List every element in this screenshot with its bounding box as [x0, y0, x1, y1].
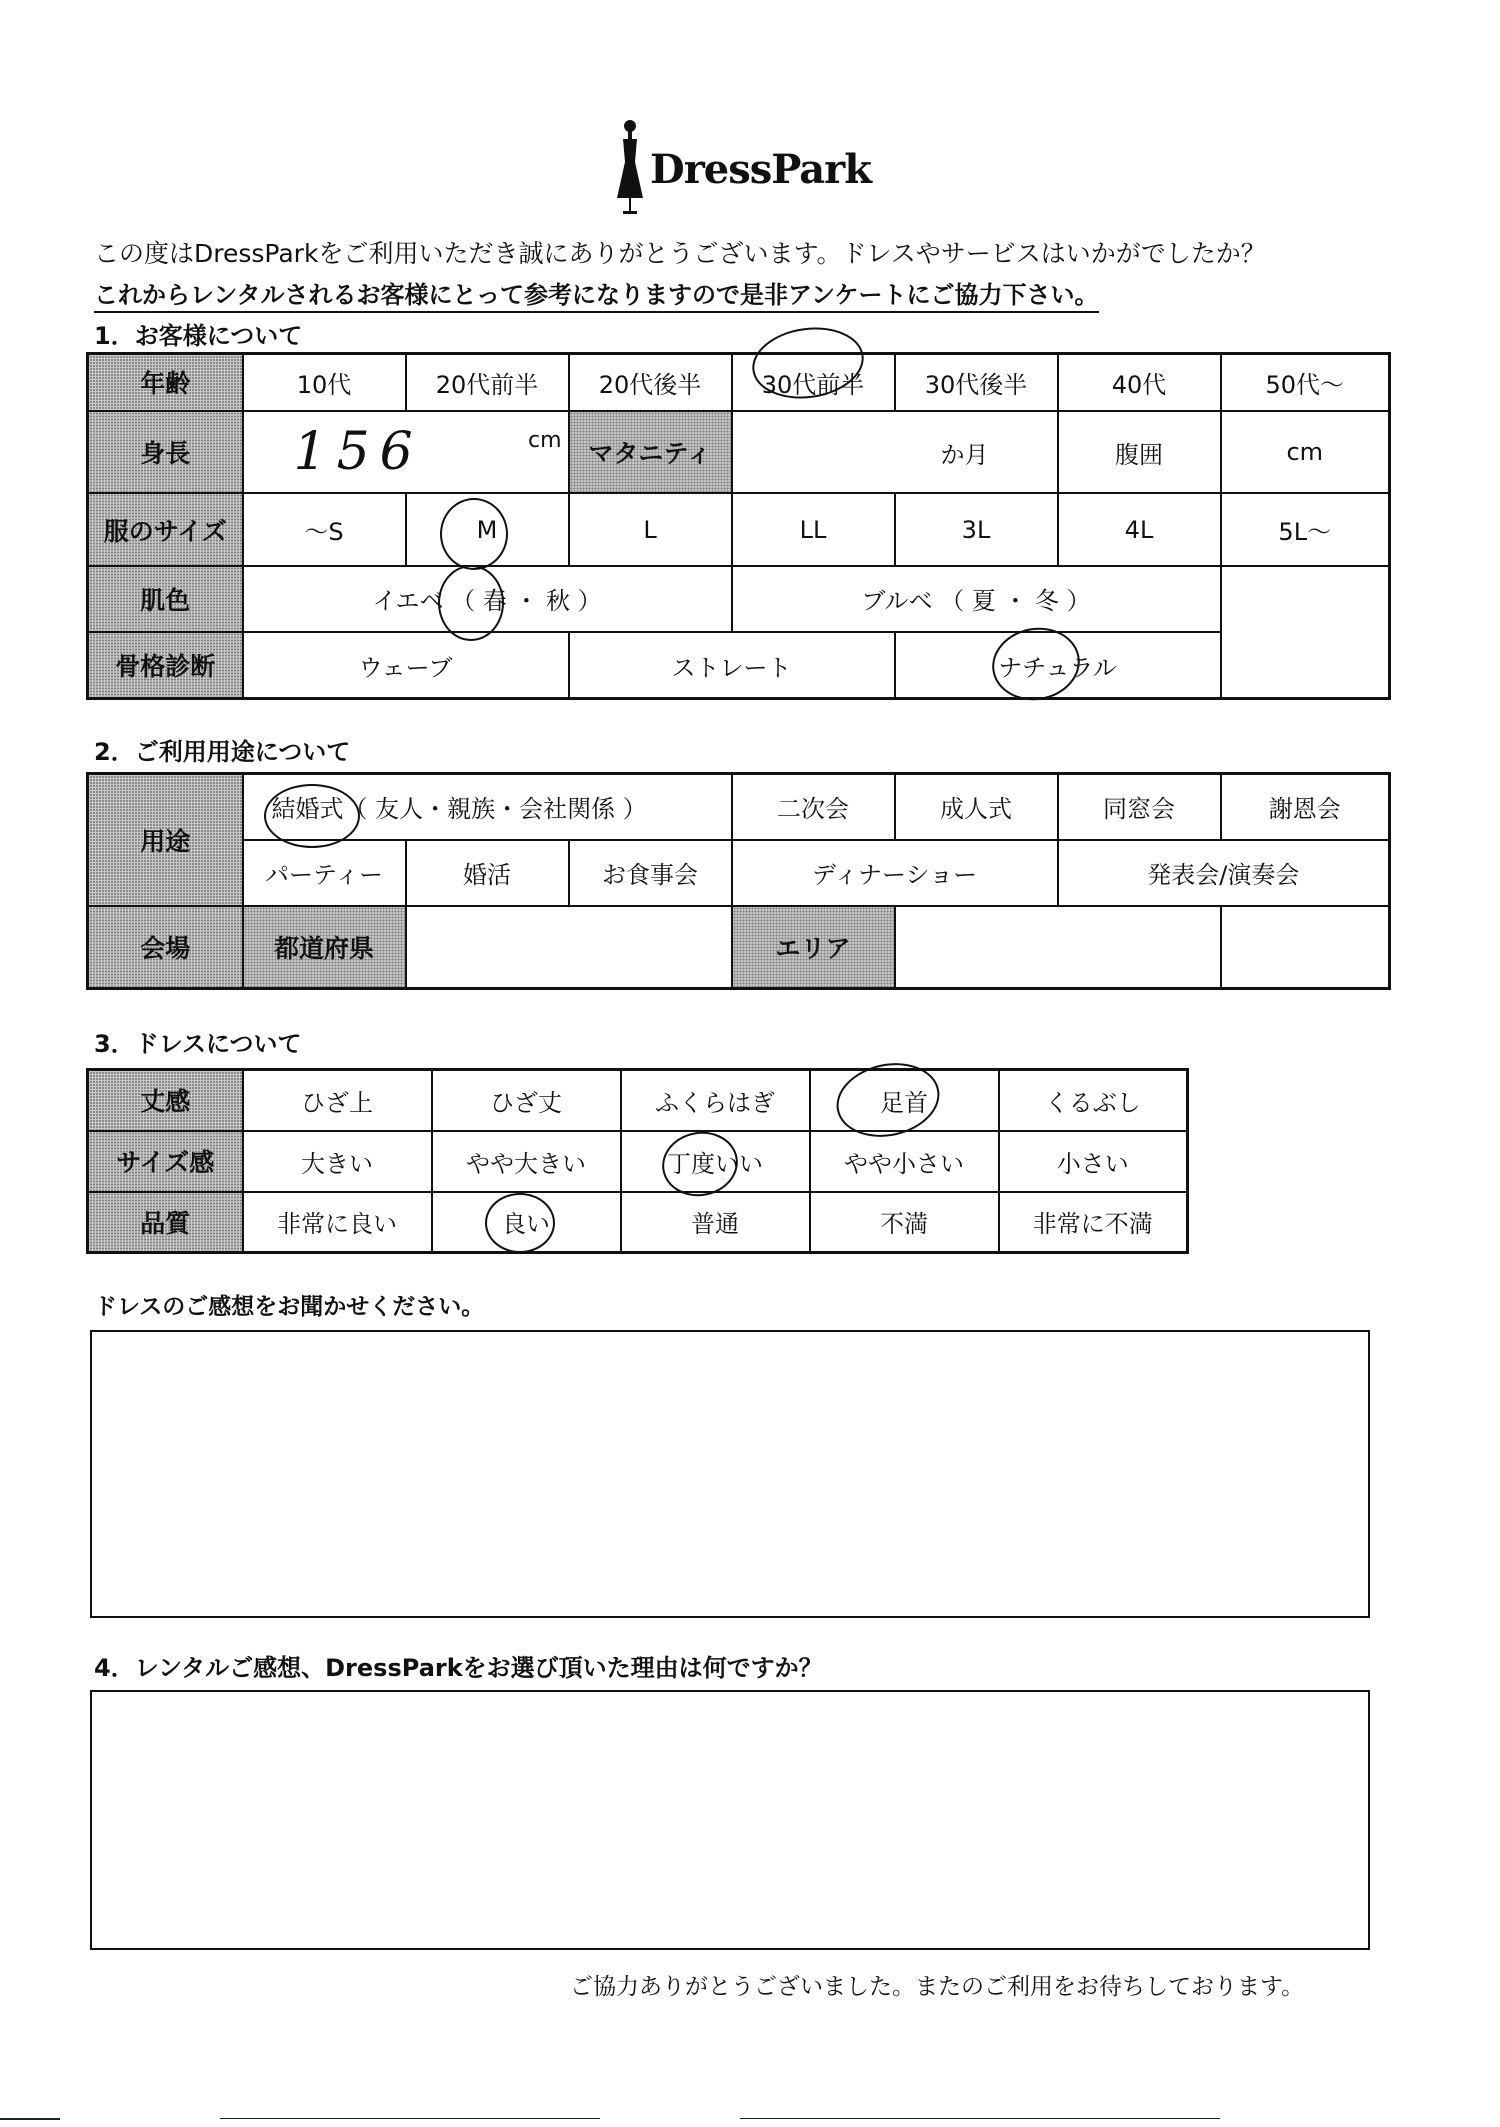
waist-unit: cm — [1286, 438, 1324, 467]
prefecture-field[interactable] — [406, 906, 732, 988]
height-label: 身長 — [88, 411, 243, 493]
size-option[interactable]: 4L — [1058, 493, 1221, 565]
height-unit: cm — [527, 428, 562, 454]
maternity-unit: か月 — [940, 440, 989, 469]
intro-request: これからレンタルされるお客様にとって参考になりますので是非アンケートにご協力下さい。 — [94, 275, 1099, 313]
area-label: エリア — [732, 906, 895, 988]
scan-artifact — [0, 2118, 60, 2120]
section4-title: 4．レンタルご感想、DressParkをお選び頂いた理由は何ですか？ — [94, 1654, 823, 1682]
age-option[interactable]: 20代前半 — [406, 354, 569, 411]
customer-table — [86, 352, 1391, 700]
area-field[interactable] — [895, 906, 1221, 988]
skin-option-blue[interactable]: ブルベ （ 夏 ・ 冬 ） — [732, 566, 1221, 632]
scan-artifact — [220, 2118, 600, 2119]
usage-option[interactable]: 二次会 — [732, 774, 895, 840]
fit-row — [88, 1131, 1188, 1192]
prefecture-label: 都道府県 — [243, 906, 406, 988]
body-type-option[interactable]: ストレート — [569, 632, 895, 698]
usage-option[interactable]: 婚活 — [406, 840, 569, 906]
body-type-option-selected[interactable]: ナチュラル — [895, 632, 1221, 698]
size-row — [88, 493, 1390, 565]
age-option[interactable]: 50代～ — [1221, 354, 1390, 411]
maternity-field[interactable] — [732, 411, 1058, 493]
length-label: 丈感 — [88, 1070, 243, 1131]
scan-artifact — [740, 2118, 1220, 2119]
section3-title: 3．ドレスについて — [94, 1030, 302, 1058]
usage-row-2 — [88, 840, 1390, 906]
size-label: 服のサイズ — [88, 493, 243, 565]
height-value: 156 — [293, 422, 423, 483]
usage-row-1 — [88, 774, 1390, 840]
usage-option[interactable]: パーティー — [243, 840, 406, 906]
usage-option[interactable]: 謝恩会 — [1221, 774, 1390, 840]
venue-row — [88, 906, 1390, 988]
section2-title: 2．ご利用用途について — [94, 738, 351, 766]
dress-comment-prompt: ドレスのご感想をお聞かせください。 — [94, 1294, 485, 1320]
size-option[interactable]: 5L～ — [1221, 493, 1390, 565]
quality-label: 品質 — [88, 1192, 243, 1253]
height-row — [88, 411, 1390, 493]
skin-row — [88, 566, 1390, 632]
length-option-selected[interactable]: 足首 — [810, 1070, 999, 1131]
usage-option[interactable]: ディナーショー — [732, 840, 1058, 906]
fit-option[interactable]: やや小さい — [810, 1131, 999, 1192]
quality-option[interactable]: 普通 — [621, 1192, 810, 1253]
height-field[interactable] — [243, 411, 569, 493]
size-option-selected[interactable]: M — [406, 493, 569, 565]
rental-comment-box[interactable] — [90, 1690, 1370, 1950]
length-option[interactable]: ふくらはぎ — [621, 1070, 810, 1131]
closing-message: ご協力ありがとうございました。またのご利用をお待ちしております。 — [570, 1974, 1305, 2000]
intro-text: この度はDressParkをご利用いただき誠にありがとうございます。ドレスやサービスはいかがでしたか？ — [94, 239, 1266, 268]
usage-option[interactable]: 成人式 — [895, 774, 1058, 840]
quality-row — [88, 1192, 1188, 1253]
skin-label: 肌色 — [88, 566, 243, 632]
size-option[interactable]: 3L — [895, 493, 1058, 565]
venue-label: 会場 — [88, 906, 243, 988]
fit-option[interactable]: 小さい — [999, 1131, 1188, 1192]
usage-option[interactable]: 発表会/演奏会 — [1058, 840, 1390, 906]
age-option[interactable]: 20代後半 — [569, 354, 732, 411]
length-row — [88, 1070, 1188, 1131]
dress-silhouette-icon — [615, 118, 645, 218]
maternity-label: マタニティ — [569, 411, 732, 493]
fit-label: サイズ感 — [88, 1131, 243, 1192]
usage-option-wedding[interactable]: 結婚式（ 友人・親族・会社関係 ） — [243, 774, 732, 840]
length-option[interactable]: くるぶし — [999, 1070, 1188, 1131]
skin-option-yellow[interactable]: イエベ （ 春 ・ 秋 ） — [243, 566, 732, 632]
size-option[interactable]: ～S — [243, 493, 406, 565]
size-option[interactable]: LL — [732, 493, 895, 565]
usage-table — [86, 772, 1391, 990]
age-option[interactable]: 40代 — [1058, 354, 1221, 411]
dress-table — [86, 1068, 1189, 1254]
quality-option-selected[interactable]: 良い — [432, 1192, 621, 1253]
usage-option[interactable]: お食事会 — [569, 840, 732, 906]
length-option[interactable]: ひざ上 — [243, 1070, 432, 1131]
quality-option[interactable]: 不満 — [810, 1192, 999, 1253]
brand-name: DressPark — [650, 146, 871, 193]
length-option[interactable]: ひざ丈 — [432, 1070, 621, 1131]
fit-option-selected[interactable]: 丁度いい — [621, 1131, 810, 1192]
usage-label: 用途 — [88, 774, 243, 907]
brand-logo — [615, 118, 871, 218]
fit-option[interactable]: 大きい — [243, 1131, 432, 1192]
quality-option[interactable]: 非常に不満 — [999, 1192, 1188, 1253]
size-option[interactable]: L — [569, 493, 732, 565]
age-row — [88, 354, 1390, 411]
age-label: 年齢 — [88, 354, 243, 411]
body-type-label: 骨格診断 — [88, 632, 243, 698]
age-option-selected[interactable]: 30代前半 — [732, 354, 895, 411]
body-type-option[interactable]: ウェーブ — [243, 632, 569, 698]
body-type-row — [88, 632, 1390, 698]
age-option[interactable]: 30代後半 — [895, 354, 1058, 411]
usage-option[interactable]: 同窓会 — [1058, 774, 1221, 840]
age-option[interactable]: 10代 — [243, 354, 406, 411]
waist-field[interactable] — [1221, 411, 1390, 493]
section1-title: 1．お客様について — [94, 322, 303, 350]
fit-option[interactable]: やや大きい — [432, 1131, 621, 1192]
waist-label: 腹囲 — [1058, 411, 1221, 493]
dress-comment-box[interactable] — [90, 1330, 1370, 1618]
quality-option[interactable]: 非常に良い — [243, 1192, 432, 1253]
